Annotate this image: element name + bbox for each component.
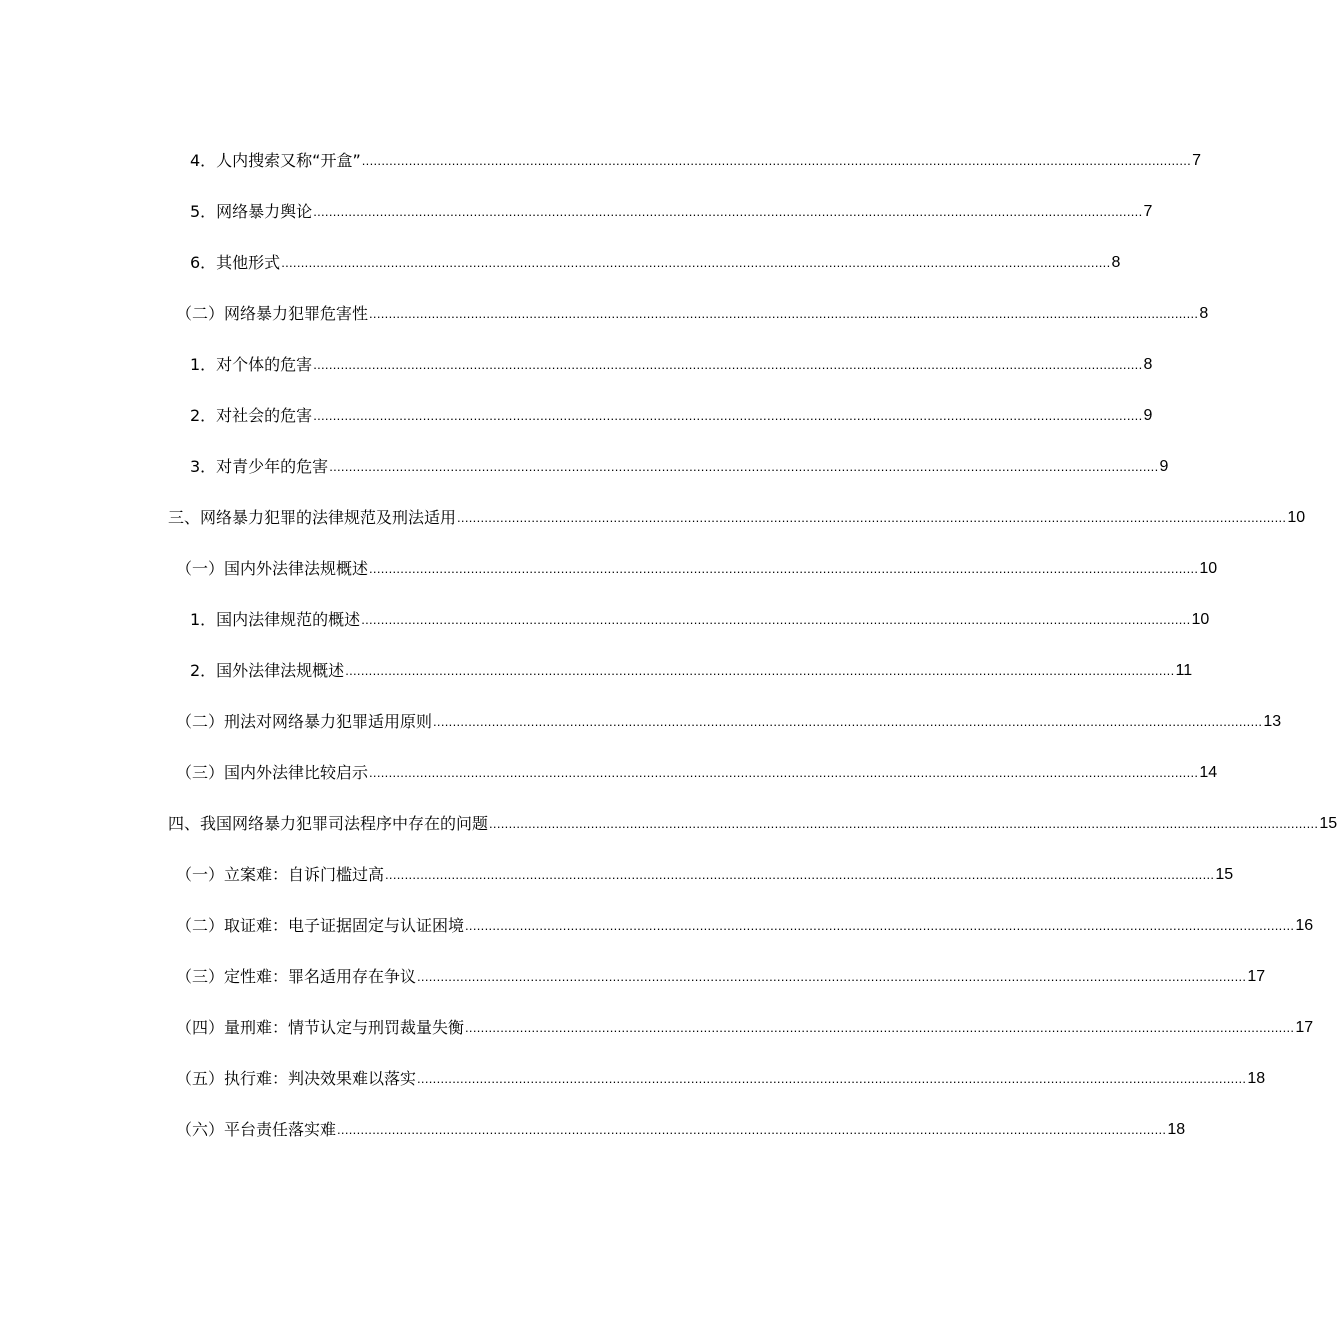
toc-leader-dots: .................................................................................................................................................................................................................... [489,816,1319,831]
toc-leader-dots: .................................................................................................................................................................................................................... [369,306,1199,321]
toc-entry[interactable] [168,503,1306,529]
toc-entry[interactable] [176,1013,1314,1039]
toc-entry-page: 8 [1199,305,1209,322]
toc-entry-title: 1．国内法律规范的概述 [190,610,361,629]
toc-entry-page: 10 [1287,509,1306,526]
toc-entry[interactable] [190,350,1153,376]
toc-entry-page: 14 [1199,764,1218,781]
toc-entry[interactable] [190,656,1193,682]
toc-leader-dots: .................................................................................................................................................................................................................... [465,1020,1295,1035]
toc-entry-title: （四）量刑难：情节认定与刑罚裁量失衡 [176,1018,465,1037]
toc-entry-page: 15 [1215,866,1234,883]
toc-entry-page: 18 [1247,1070,1266,1087]
toc-entry-page: 10 [1191,611,1210,628]
toc-leader-dots: .................................................................................................................................................................................................................... [313,204,1143,219]
toc-entry[interactable] [190,401,1153,427]
toc-entry-title: 6．其他形式 [190,253,281,272]
toc-entry-page: 7 [1143,203,1153,220]
toc-leader-dots: .................................................................................................................................................................................................................... [337,1122,1167,1137]
toc-entry[interactable] [190,605,1210,631]
toc-entry-page: 17 [1247,968,1266,985]
toc-entry-page: 9 [1159,458,1169,475]
toc-entry-title: （二）刑法对网络暴力犯罪适用原则 [176,712,433,731]
toc-entry-page: 15 [1319,815,1337,832]
toc-entry-title: （三）定性难：罪名适用存在争议 [176,967,417,986]
toc-leader-dots: .................................................................................................................................................................................................................... [361,153,1192,168]
toc-entry[interactable] [190,248,1121,274]
toc-entry-title: （五）执行难：判决效果难以落实 [176,1069,417,1088]
toc-entry-page: 13 [1263,713,1282,730]
toc-entry-page: 16 [1295,917,1314,934]
toc-leader-dots: .................................................................................................................................................................................................................... [457,510,1287,525]
toc-leader-dots: .................................................................................................................................................................................................................... [313,408,1143,423]
toc-entry-page: 9 [1143,407,1153,424]
toc-entry-title: 四、我国网络暴力犯罪司法程序中存在的问题 [168,814,489,833]
toc-entry[interactable] [176,299,1209,325]
toc-entry[interactable] [190,146,1201,172]
toc-entry[interactable] [176,554,1218,580]
toc-entry[interactable] [176,962,1266,988]
toc-entry-title: 三、网络暴力犯罪的法律规范及刑法适用 [168,508,457,527]
toc-entry-title: 4．人内搜索又称“开盒” [190,151,361,170]
toc-entry-page: 11 [1175,662,1193,679]
toc-leader-dots: .................................................................................................................................................................................................................... [385,867,1215,882]
toc-entry[interactable] [168,809,1337,835]
toc-entry-title: 2．国外法律法规概述 [190,661,345,680]
toc-leader-dots: .................................................................................................................................................................................................................... [345,663,1175,678]
toc-entry[interactable] [176,911,1314,937]
toc-entry-title: （六）平台责任落实难 [176,1120,337,1139]
toc-entry-title: （二）网络暴力犯罪危害性 [176,304,369,323]
toc-leader-dots: .................................................................................................................................................................................................................... [329,459,1159,474]
toc-entry-title: （三）国内外法律比较启示 [176,763,369,782]
toc-entry-title: 3．对青少年的危害 [190,457,329,476]
toc-entry-page: 7 [1192,152,1201,169]
toc-leader-dots: .................................................................................................................................................................................................................... [313,357,1143,372]
toc-entry-title: 2．对社会的危害 [190,406,313,425]
toc-entry[interactable] [190,452,1169,478]
toc-leader-dots: .................................................................................................................................................................................................................... [369,561,1199,576]
toc-leader-dots: .................................................................................................................................................................................................................... [417,1071,1247,1086]
toc-leader-dots: .................................................................................................................................................................................................................... [465,918,1295,933]
toc-entry-title: （一）立案难：自诉门槛过高 [176,865,385,884]
toc-entry-page: 18 [1167,1121,1186,1138]
toc-entry-title: 1．对个体的危害 [190,355,313,374]
toc-leader-dots: .................................................................................................................................................................................................................... [361,612,1191,627]
toc-entry[interactable] [176,758,1218,784]
toc-entry-title: 5．网络暴力舆论 [190,202,313,221]
toc-entry[interactable] [176,860,1234,886]
toc-entry-page: 8 [1111,254,1121,271]
toc-entry-page: 10 [1199,560,1218,577]
toc-entry-title: （一）国内外法律法规概述 [176,559,369,578]
toc-leader-dots: .................................................................................................................................................................................................................... [281,255,1111,270]
toc-entry[interactable] [176,707,1282,733]
toc-leader-dots: .................................................................................................................................................................................................................... [433,714,1263,729]
toc-entry-page: 17 [1295,1019,1314,1036]
toc-entry[interactable] [176,1064,1266,1090]
toc-entry[interactable] [176,1115,1186,1141]
toc-leader-dots: .................................................................................................................................................................................................................... [417,969,1247,984]
toc-entry[interactable] [190,197,1153,223]
toc-entry-title: （二）取证难：电子证据固定与认证困境 [176,916,465,935]
toc-entry-page: 8 [1143,356,1153,373]
toc-leader-dots: .................................................................................................................................................................................................................... [369,765,1199,780]
